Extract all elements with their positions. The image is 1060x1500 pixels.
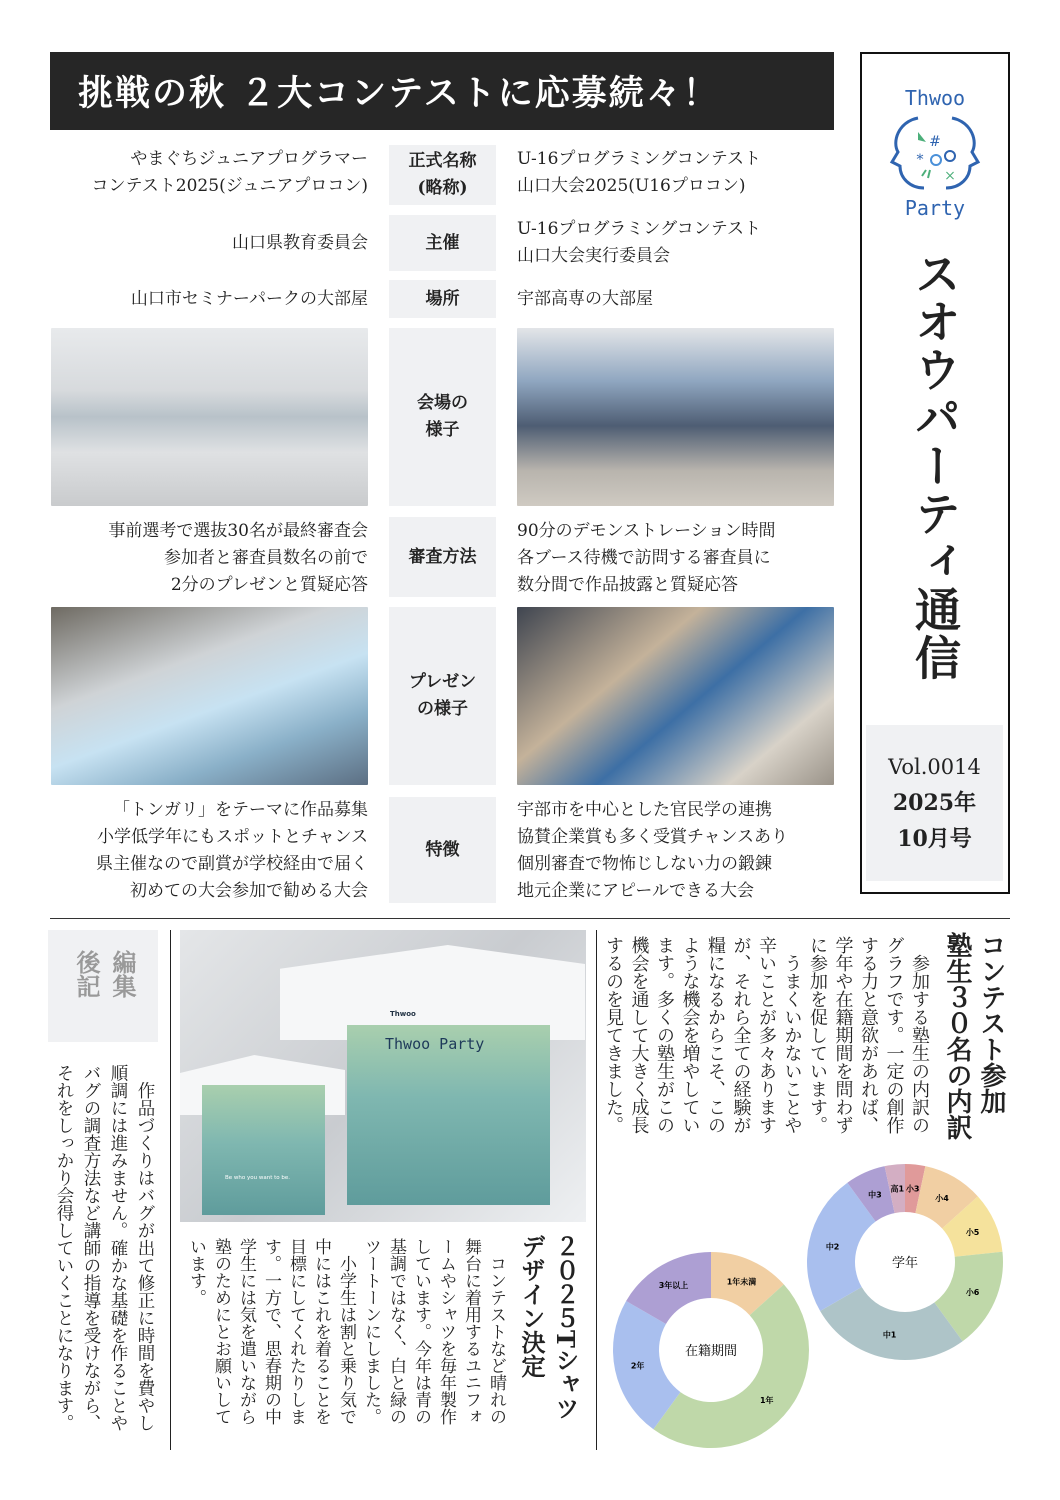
shirt-brand: Thwoo <box>390 1010 416 1018</box>
grade-slice-label: 中1 <box>882 1330 897 1340</box>
shirt-logo-text: Thwoo Party <box>385 1035 485 1053</box>
label-official-name: 正式名称 (略称) <box>389 145 496 205</box>
grade-slice-label: 小3 <box>905 1184 920 1194</box>
headline-banner <box>50 52 834 130</box>
junior-procon-venue: 山口市セミナーパークの大部屋 <box>130 289 368 309</box>
grade-slice-label: 高1 <box>890 1184 905 1194</box>
editor-note-body: 作品づくりはバグが出て修正に時間を費やし 順調には進みません。確かな基礎を作ることや バグの調査方法など講師の指導を受けながら、 それをしっかり会得していくことになります。 <box>54 1064 155 1432</box>
u16-procon-judging: 90分のデモンストレーション時間 各ブース待機で訪問する審査員に 数分間で作品披露と質疑応答 <box>517 521 776 595</box>
junior-procon-venue-photo <box>51 328 368 506</box>
issue-year: 2025年 <box>892 790 977 816</box>
shirt-article-body: コンテストなど晴れの 舞台に着用するユニフォ ームやシャツを毎年製作 しています。今年は青の 基調ではなく、白と緑の ツートーンにしました。 小学生は割と乗り気で 中にはこれを着ることを 目標にしてくれたりしま す。一方で、思春期の中 学生には気を遣いながら 塾のためにとお願いして います。 <box>186 1238 506 1425</box>
shirt-article-heading: ２０２５Tシャツ デザイン決定 <box>517 1234 580 1420</box>
section-divider <box>50 918 1010 919</box>
grade-slice-label: 小6 <box>965 1288 980 1298</box>
newsletter-title: スオウパーティ通信 <box>908 250 962 682</box>
shirt-slogan: Be who you want to be. <box>225 1175 291 1181</box>
tshirt-design-image <box>180 930 586 1222</box>
label-venue: 場所 <box>389 280 496 318</box>
junior-procon-features: 「トンガリ」をテーマに作品募集 小学低学年にもスポットとチャンス 県主催なので副賞が学校経由で届く 初めての大会参加で勧める大会 <box>96 800 368 901</box>
issue-month: 10月号 <box>897 826 972 852</box>
u16-procon-features: 宇部市を中心とした官民学の連携 協賛企業賞も多く受賞チャンスあり 個別審査で物怖じしない力の鍛錬 地元企業にアピールできる大会 <box>517 800 788 901</box>
svg-text:×: × <box>944 168 956 184</box>
contest-article-body: 参加する塾生の内訳の グラフです。一定の創作 する力と意欲があれば、 学年や在籍期間を問わず に参加を促しています。 うまくいかないことや 辛いことが多々あります が、それら全ての経験が 糧になるからこそ、この ような機会を増やしてい ます。多くの塾生がこの 機会を通して大きく成長 するのを見てきました。 <box>603 936 930 1134</box>
grade-chart-title: 学年 <box>891 1256 919 1271</box>
column-divider <box>170 930 171 1450</box>
tenure-slice-label: 1年未満 <box>726 1277 757 1287</box>
u16-procon-presentation-photo <box>517 607 834 785</box>
junior-procon-judging: 事前選考で選抜30名が最終審査会 参加者と審査員数名の前で 2分のプレゼンと質疑応答 <box>108 521 368 595</box>
tenure-slice-label: 3年以上 <box>658 1281 689 1291</box>
grade-slice-label: 小4 <box>935 1193 949 1203</box>
grade-slice-label: 小5 <box>965 1227 980 1237</box>
junior-procon-name: やまぐちジュニアプログラマー コンテスト2025(ジュニアプロコン) <box>91 149 368 196</box>
volume-number: Vol.0014 <box>888 755 981 779</box>
u16-procon-venue-photo <box>517 328 834 506</box>
svg-text:*: * <box>916 152 924 168</box>
u16-procon-organizer: U-16プログラミングコンテスト 山口大会実行委員会 <box>517 219 762 266</box>
issue-info <box>866 725 1003 881</box>
u16-procon-venue: 宇部高専の大部屋 <box>517 289 653 309</box>
logo-text-bottom: Party <box>904 196 966 220</box>
contest-article-heading: コンテスト参加 塾生３０名の内訳 <box>942 932 1006 1140</box>
headline: 挑戦の秋 ２大コンテストに応募続々！ <box>78 73 720 114</box>
grade-slice-label: 中3 <box>868 1190 882 1200</box>
junior-procon-presentation-photo <box>51 607 368 785</box>
label-features: 特徴 <box>389 797 496 903</box>
junior-procon-organizer: 山口県教育委員会 <box>232 233 368 253</box>
thwoo-party-logo-icon <box>888 112 982 194</box>
label-organizer: 主催 <box>389 215 496 271</box>
column-divider <box>596 930 597 1450</box>
label-venue-scene: 会場の 様子 <box>389 328 496 506</box>
tenure-slice-label: 2年 <box>630 1361 645 1371</box>
svg-text:#: # <box>929 134 941 150</box>
label-presentation-scene: プレゼン の様子 <box>389 607 496 785</box>
participant-charts <box>600 1150 1010 1450</box>
tenure-chart-title: 在籍期間 <box>684 1344 738 1359</box>
label-judging: 審査方法 <box>389 517 496 597</box>
shirt-back <box>202 1085 325 1215</box>
grade-slice-label: 中2 <box>825 1242 840 1252</box>
u16-procon-name: U-16プログラミングコンテスト 山口大会2025(U16プロコン) <box>517 149 762 196</box>
logo-text-top: Thwoo <box>904 86 966 110</box>
tenure-slice-label: 1年 <box>759 1396 774 1406</box>
editor-note-heading: 編集 後記 <box>72 950 137 998</box>
